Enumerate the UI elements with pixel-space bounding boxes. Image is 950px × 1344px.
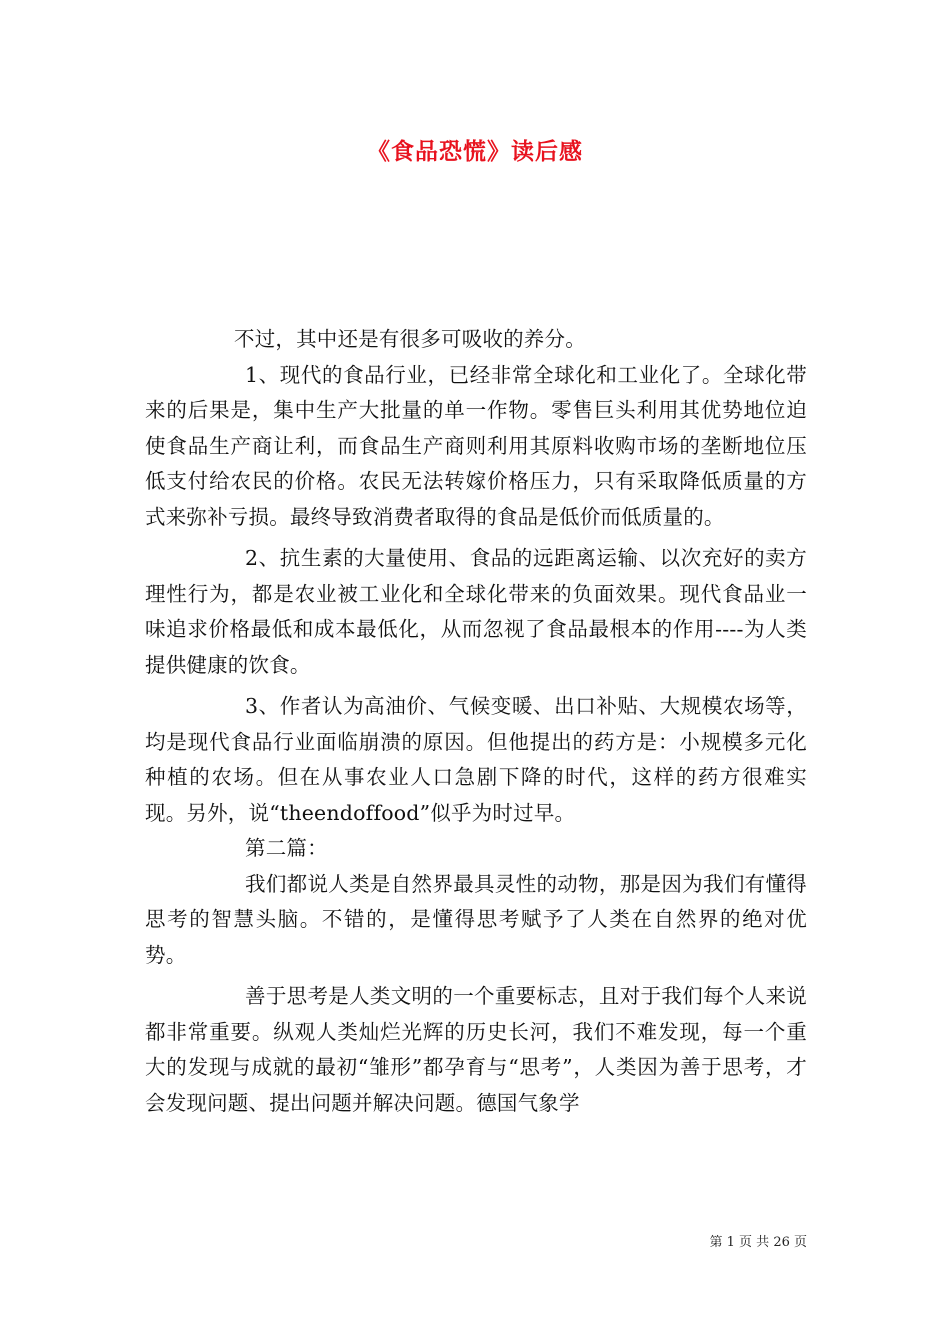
- paragraph-intro: 不过，其中还是有很多可吸收的养分。: [234, 327, 586, 351]
- paragraph-point-2: 2、抗生素的大量使用、食品的远距离运输、以次充好的卖方理性行为，都是农业被工业化和全球化带来的负面效果。现代食品业一味追求价格最低和成本最低化，从而忽视了食品最根本的作用----为人类提供健康的饮食。: [145, 546, 807, 677]
- paragraph-second-1: 我们都说人类是自然界最具灵性的动物，那是因为我们有懂得思考的智慧头脑。不错的，是懂得思考赋予了人类在自然界的绝对优势。: [145, 871, 807, 967]
- paragraph-second-2: 善于思考是人类文明的一个重要标志，且对于我们每个人来说都非常重要。纵观人类灿烂光辉的历史长河，我们不难发现，每一个重大的发现与成就的最初“雏形”都孕育与“思考”，人类因为善于思考，才会发现问题、提出问题并解决问题。德国气象学: [145, 984, 807, 1115]
- document-body: [145, 322, 807, 1121]
- page-number-footer: 第 1 页 共 26 页: [709, 1235, 807, 1250]
- paragraph-point-1: 1、现代的食品行业，已经非常全球化和工业化了。全球化带来的后果是，集中生产大批量的单一作物。零售巨头利用其优势地位迫使食品生产商让利，而食品生产商则利用其原料收购市场的垄断地位压低支付给农民的价格。农民无法转嫁价格压力，只有采取降低质量的方式来弥补亏损。最终导致消费者取得的食品是低价而低质量的。: [145, 362, 807, 529]
- section-heading-second: 第二篇：: [245, 836, 328, 860]
- paragraph-point-3: 3、作者认为高油价、气候变暖、出口补贴、大规模农场等，均是现代食品行业面临崩溃的原因。但他提出的药方是：小规模多元化种植的农场。但在从事农业人口急剧下降的时代，这样的药方很难实现。另外，说“theendoffood”似乎为时过早。: [145, 694, 807, 825]
- document-title: 《食品恐慌》读后感: [367, 139, 583, 165]
